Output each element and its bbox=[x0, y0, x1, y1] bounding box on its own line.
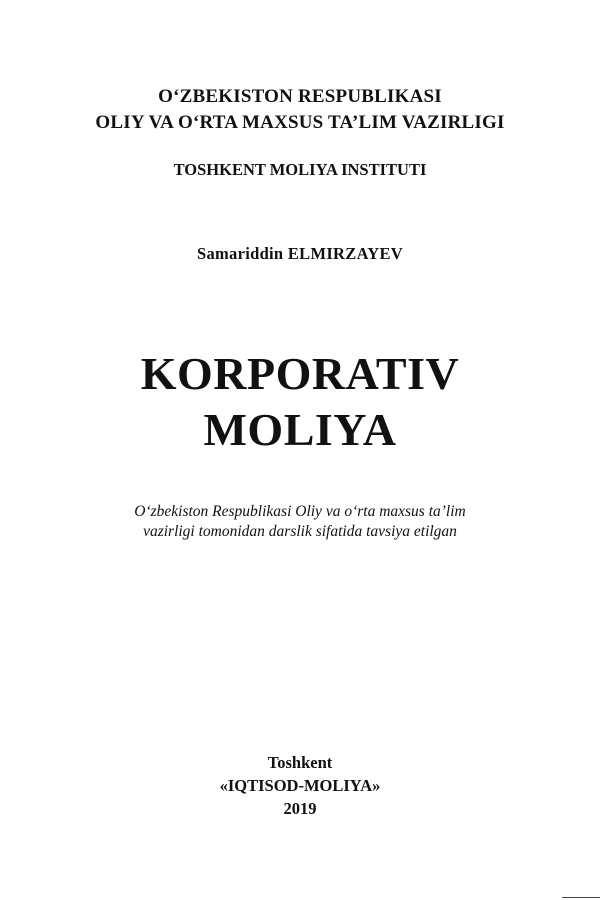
recommendation-line-2: vazirligi tomonidan darslik sifatida tavsiya etilgan bbox=[143, 523, 457, 540]
author-name: Samariddin ELMIRZAYEV bbox=[196, 244, 404, 263]
country-name: O‘ZBEKISTON RESPUBLIKASI bbox=[158, 86, 442, 107]
recommendation-line-1: O‘zbekiston Respublikasi Oliy va o‘rta maxsus ta’lim bbox=[134, 503, 466, 520]
imprint-city: Toshkent bbox=[267, 753, 333, 772]
imprint-year: 2019 bbox=[283, 799, 317, 818]
scan-artifact-line bbox=[562, 897, 600, 898]
book-title-line-2: MOLIYA bbox=[203, 404, 397, 455]
imprint-publisher: «IQTISOD-MOLIYA» bbox=[219, 776, 381, 795]
book-title-line-1: KORPORATIV bbox=[140, 348, 460, 399]
institute-name: TOSHKENT MOLIYA INSTITUTI bbox=[173, 160, 427, 179]
ministry-name: OLIY VA O‘RTA MAXSUS TA’LIM VAZIRLIGI bbox=[95, 112, 505, 133]
